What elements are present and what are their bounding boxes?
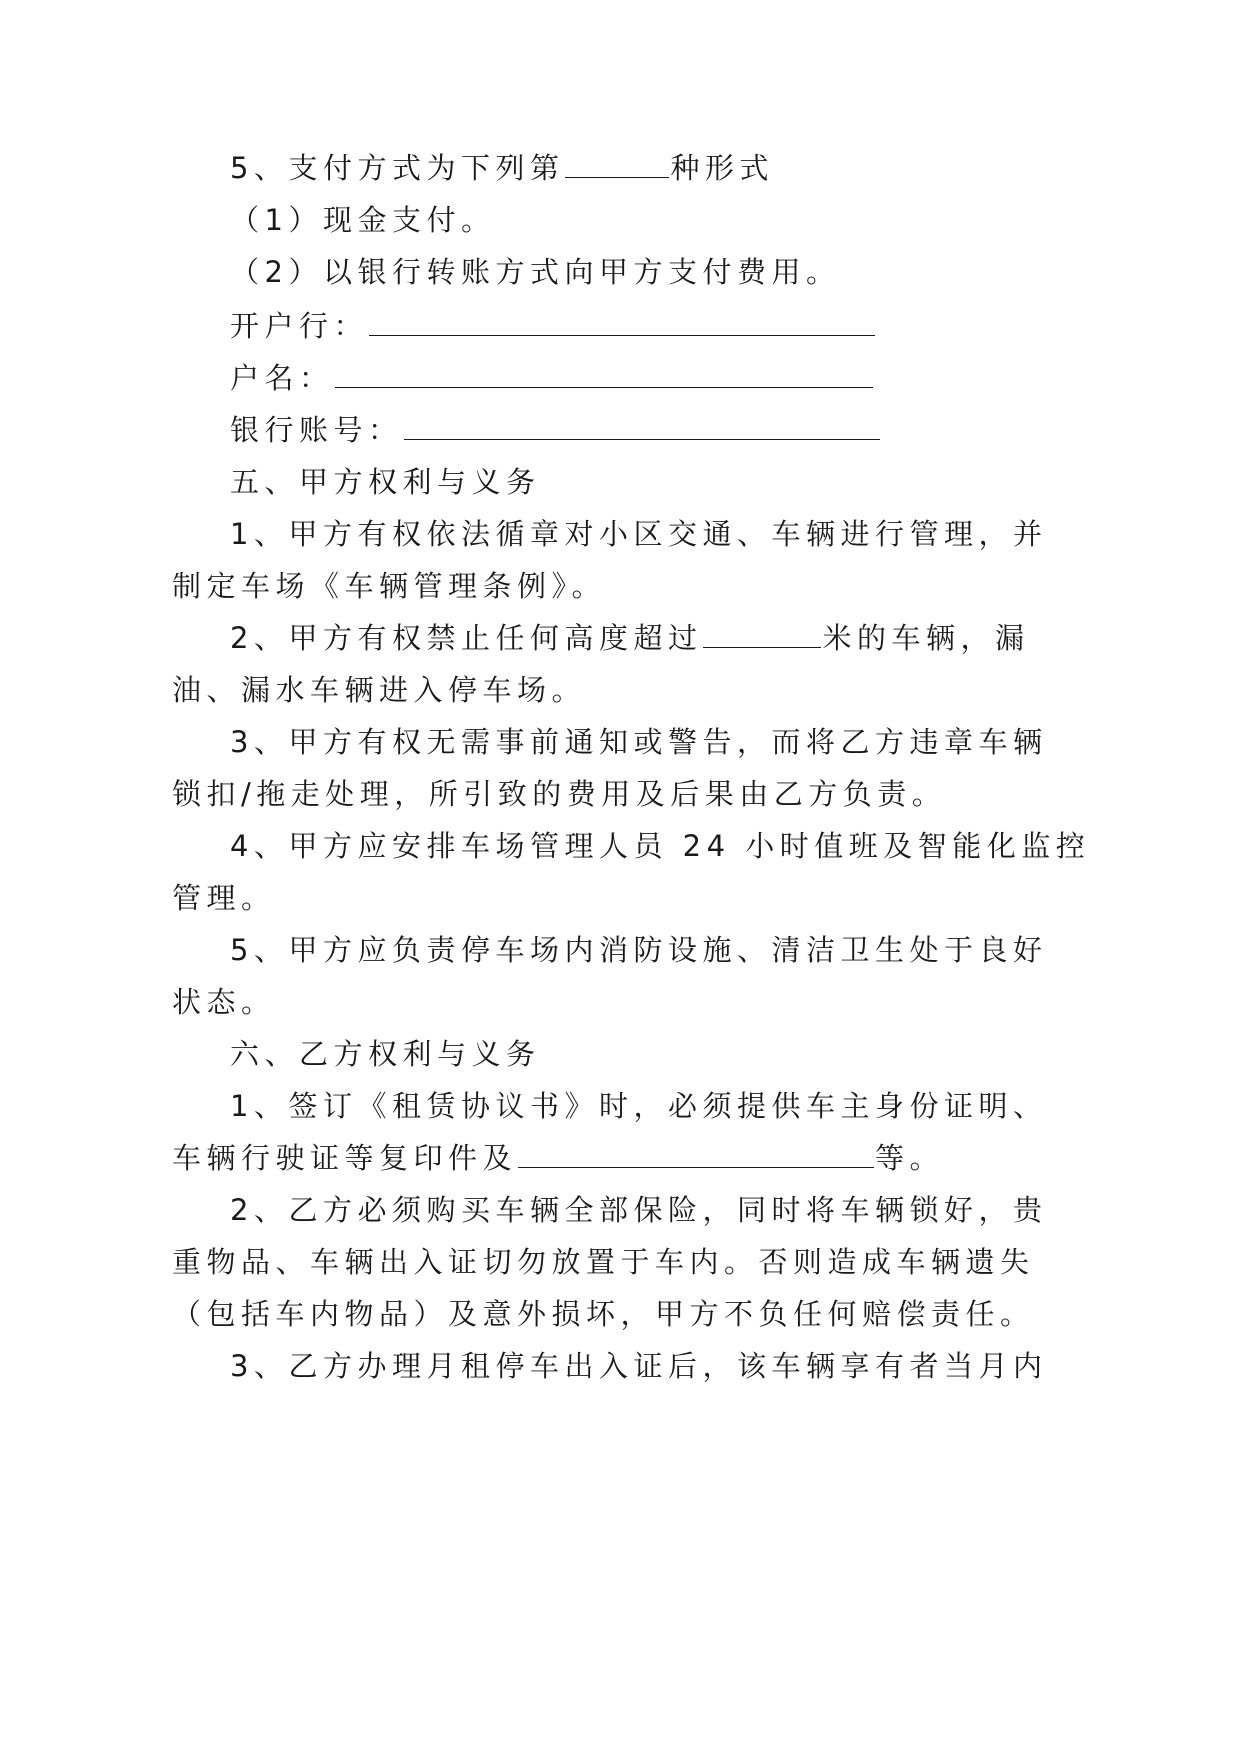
- section-heading-party-a-text: 五、甲方权利与义务: [230, 465, 541, 499]
- bank-name-label: 开户行：: [230, 309, 369, 343]
- paragraph-text: 锁扣/拖走处理，所引致的费用及后果由乙方负责。: [172, 777, 947, 811]
- section-heading-party-b-text: 六、乙方权利与义务: [230, 1037, 541, 1071]
- paragraph-text: 5、甲方应负责停车场内消防设施、清洁卫生处于良好: [230, 933, 1048, 967]
- paragraph-line: [230, 1346, 1047, 1386]
- paragraph-line: [230, 826, 1090, 866]
- paragraph-text: （包括车内物品）及意外损坏，甲方不负任何赔偿责任。: [172, 1297, 1035, 1331]
- paragraph-line: [172, 774, 946, 814]
- paragraph-line: [172, 982, 276, 1022]
- payment-option-blank[interactable]: [565, 153, 669, 178]
- height-limit-suffix: 米的车辆，漏: [822, 621, 1030, 655]
- paragraph-line: [172, 878, 276, 918]
- documents-blank[interactable]: [518, 1143, 874, 1168]
- cash-payment-line: [230, 200, 495, 240]
- bank-transfer-line: [230, 252, 840, 292]
- height-limit-blank[interactable]: [703, 623, 821, 648]
- cash-payment-text: （1）现金支付。: [230, 203, 496, 237]
- paragraph-line: [172, 1242, 1035, 1282]
- paragraph-text: 管理。: [172, 881, 276, 915]
- account-name-blank[interactable]: [335, 363, 873, 388]
- paragraph-text: 4、甲方应安排车场管理人员 24 小时值班及智能化监控: [230, 829, 1091, 863]
- height-limit-line: [230, 618, 1029, 658]
- paragraph-text: 油、漏水车辆进入停车场。: [172, 673, 587, 707]
- documents-line: [172, 1138, 944, 1178]
- paragraph-line: [230, 722, 1047, 762]
- paragraph-text: 3、乙方办理月租停车出入证后，该车辆享有者当月内: [230, 1349, 1048, 1383]
- account-name-line: [230, 358, 874, 398]
- paragraph-line: [230, 1086, 1047, 1126]
- paragraph-text: 2、乙方必须购买车辆全部保险，同时将车辆锁好，贵: [230, 1193, 1048, 1227]
- paragraph-line: [172, 566, 606, 606]
- account-name-label: 户名：: [230, 361, 334, 395]
- account-number-line: [230, 410, 881, 450]
- bank-transfer-text: （2）以银行转账方式向甲方支付费用。: [230, 255, 841, 289]
- paragraph-line: [172, 1294, 1035, 1334]
- account-number-blank[interactable]: [404, 415, 880, 440]
- bank-name-line: [230, 306, 876, 346]
- paragraph-text: 1、签订《租赁协议书》时，必须提供车主身份证明、: [230, 1089, 1048, 1123]
- paragraph-text: 制定车场《车辆管理条例》。: [172, 569, 607, 603]
- height-limit-text: 2、甲方有权禁止任何高度超过: [230, 621, 703, 655]
- paragraph-text: 1、甲方有权依法循章对小区交通、车辆进行管理，并: [230, 517, 1048, 551]
- section-heading-party-a: [230, 462, 541, 502]
- paragraph-text: 状态。: [172, 985, 276, 1019]
- paragraph-line: [230, 930, 1047, 970]
- documents-text: 车辆行驶证等复印件及: [172, 1141, 518, 1175]
- payment-method-text: 5、支付方式为下列第: [230, 151, 565, 185]
- documents-suffix: 等。: [875, 1141, 945, 1175]
- paragraph-text: 重物品、车辆出入证切勿放置于车内。否则造成车辆遗失: [172, 1245, 1035, 1279]
- account-number-label: 银行账号：: [230, 413, 403, 447]
- paragraph-line: [230, 1190, 1047, 1230]
- payment-method-suffix: 种形式: [670, 151, 774, 185]
- paragraph-line: [172, 670, 586, 710]
- paragraph-line: [230, 514, 1047, 554]
- payment-method-line: [230, 148, 774, 188]
- bank-name-blank[interactable]: [369, 311, 875, 336]
- section-heading-party-b: [230, 1034, 541, 1074]
- paragraph-text: 3、甲方有权无需事前通知或警告，而将乙方违章车辆: [230, 725, 1048, 759]
